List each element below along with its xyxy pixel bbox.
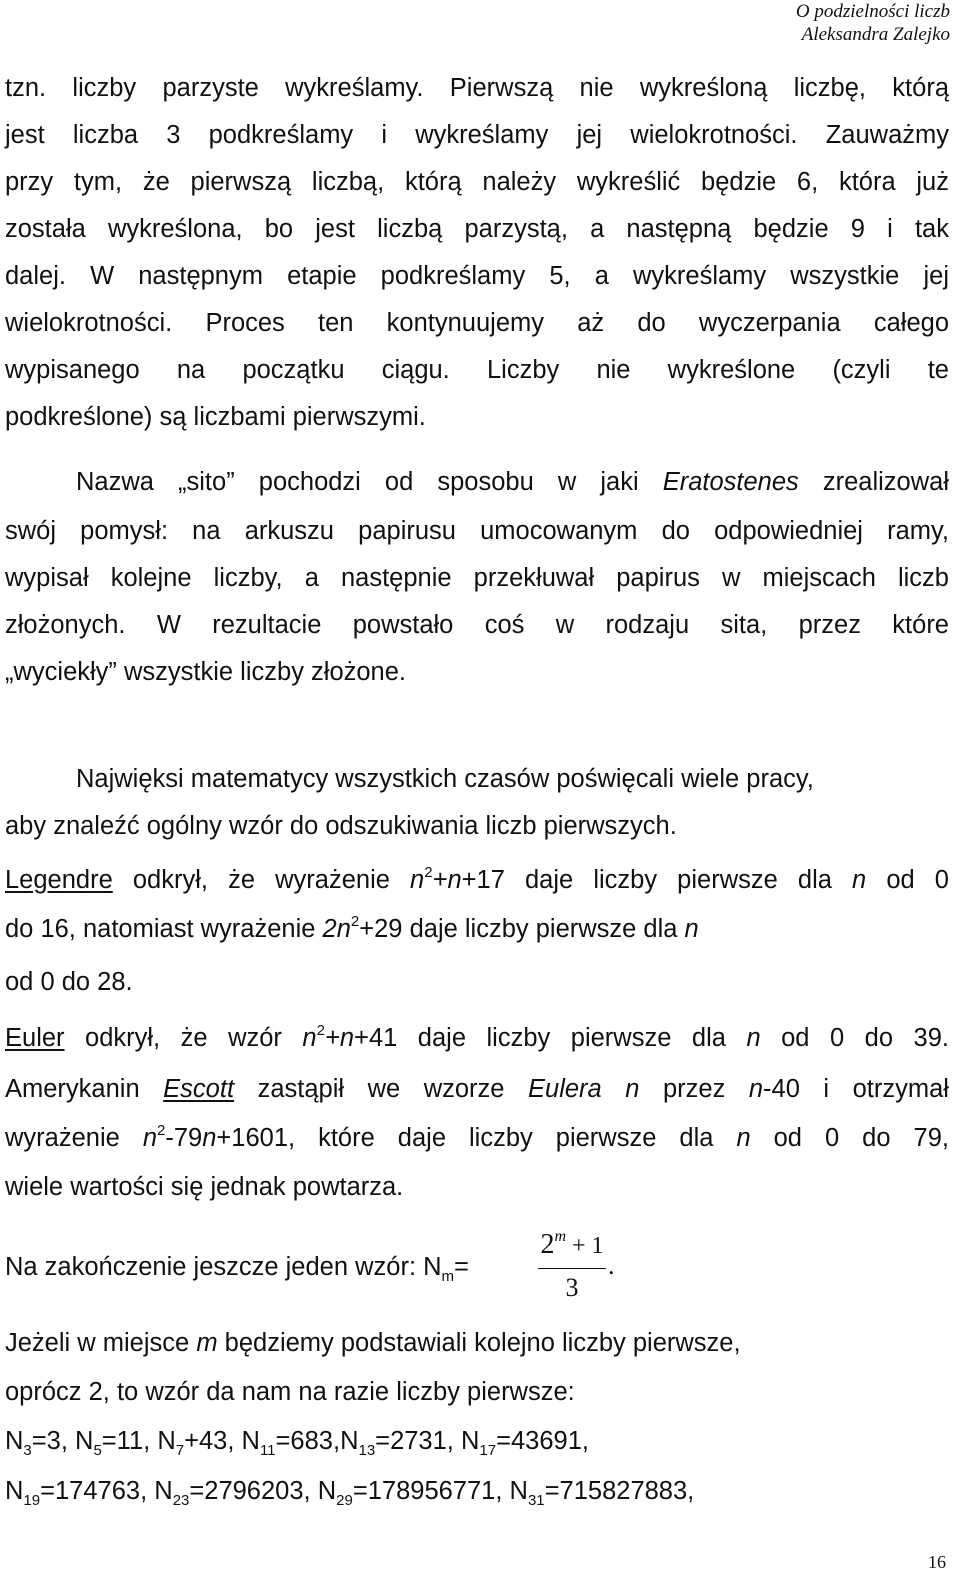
text-line: Nazwa „sito” pochodzi od sposobu w jaki Eratostenes zrealizował (76, 468, 949, 496)
name-escott: Escott (163, 1075, 235, 1103)
fraction-bar (538, 1268, 606, 1269)
values-line-2 (5, 1477, 695, 1509)
header-title: O podzielności liczb (795, 1, 950, 22)
text-line: złożonych. W rezultacie powstało coś w rodzaju sita, przez które (5, 611, 949, 639)
text-line: Najwięksi matematycy wszystkich czasów poświęcali wiele pracy, (76, 765, 814, 793)
text-line: tzn. liczby parzyste wykreślamy. Pierwszą nie wykreśloną liczbę, którą (5, 74, 949, 102)
text-line: przy tym, że pierwszą liczbą, którą należy wykreślić będzie 6, która już (5, 168, 949, 196)
text-line: Amerykanin Escott zastąpił we wzorze Eulera n przez n-40 i otrzymał (5, 1075, 949, 1103)
header-author: Aleksandra Zalejko (801, 24, 950, 45)
name-legendre: Legendre (5, 866, 113, 894)
text-line: wiele wartości się jednak powtarza. (5, 1173, 404, 1201)
text-line: Euler odkrył, że wzór $n^2+n+41$ daje liczby pierwsze dla n od 0 do 39. (5, 1022, 949, 1052)
prime-value: $N_{19}=174763$, (5, 1477, 155, 1509)
name-euler: Euler (5, 1024, 65, 1052)
text-line: aby znaleźć ogólny wzór do odszukiwania liczb pierwszych. (5, 812, 677, 840)
prime-value: $N_{29}=178956771$, (317, 1477, 510, 1509)
prime-value: $N_{23}=2796203$, (154, 1477, 318, 1509)
text-line: wypisał kolejne liczby, a następnie przekłuwał papirus w miejscach liczb (5, 564, 949, 592)
text-line: wypisanego na początku ciągu. Liczby nie wykreślone (czyli te (5, 356, 949, 384)
formula-fraction (538, 1230, 606, 1303)
values-line-1 (5, 1427, 589, 1459)
prime-value: $N_{13}=2731$, (340, 1427, 461, 1459)
prime-value: $N_7+43$, (157, 1427, 242, 1459)
prime-value: $N_{31}=715827883$, (509, 1477, 695, 1509)
formula-line: Na zakończenie jeszcze jeden wzór: $N_m=$ (5, 1253, 469, 1285)
formula-period: . (608, 1251, 615, 1280)
fraction-numerator: $2^m + 1$ (540, 1228, 604, 1260)
prime-value: $N_3=3$, (5, 1427, 76, 1459)
text-line: dalej. W następnym etapie podkreślamy 5, a wykreślamy wszystkie jej (5, 262, 949, 290)
text-line: Jeżeli w miejsce m będziemy podstawiali kolejno liczby pierwsze, (5, 1329, 741, 1357)
prime-value: $N_{11}=683$, (241, 1427, 341, 1459)
text-line: swój pomysł: na arkuszu papirusu umocowanym do odpowiedniej ramy, (5, 517, 949, 545)
page-number: 16 (928, 1552, 946, 1572)
text-line: „wyciekły” wszystkie liczby złożone. (5, 658, 407, 686)
fraction-denominator: 3 (565, 1273, 579, 1302)
text-line: została wykreślona, bo jest liczbą parzystą, a następną będzie 9 i tak (5, 215, 949, 243)
name-eratostenes: Eratostenes (662, 468, 799, 496)
prime-value: $N_{17}=43691$, (460, 1427, 589, 1459)
text-line: od 0 do 28. (5, 968, 133, 996)
text-line: oprócz 2, to wzór da nam na razie liczby pierwsze: (5, 1378, 575, 1406)
running-header (796, 0, 950, 46)
text-line: wyrażenie $n^2-79n+1601$, które daje liczby pierwsze dla n od 0 do 79, (5, 1122, 949, 1152)
text-line: jest liczba 3 podkreślamy i wykreślamy jej wielokrotności. Zauważmy (5, 121, 949, 149)
text-line: wielokrotności. Proces ten kontynuujemy aż do wyczerpania całego (5, 309, 949, 337)
text-line: Legendre odkrył, że wyrażenie $n^2+n+17$ daje liczby pierwsze dla n od 0 (5, 864, 949, 894)
text-line: do 16, natomiast wyrażenie $2n^2+29$ daje liczby pierwsze dla n (5, 913, 699, 943)
text-line: podkreślone) są liczbami pierwszymi. (5, 403, 426, 431)
prime-value: $N_5=11$, (75, 1427, 158, 1459)
